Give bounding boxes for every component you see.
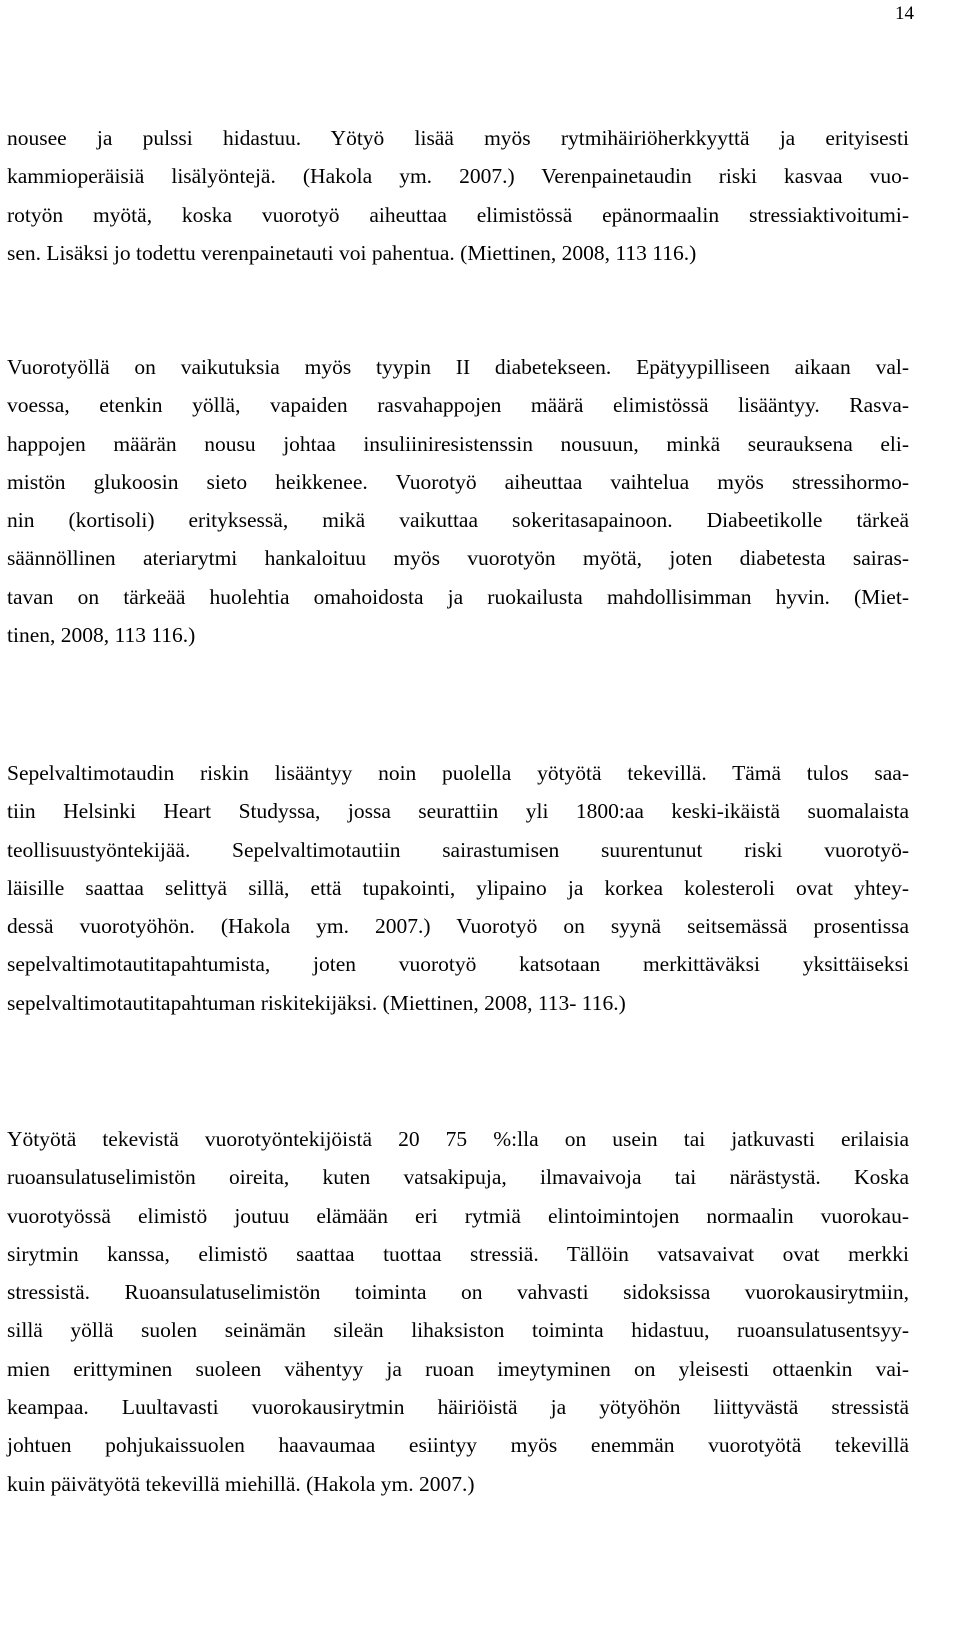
text-line: teollisuustyöntekijää. Sepelvaltimotautiin sairastumisen suurentunut riski vuorotyö- <box>7 837 909 862</box>
paragraph-digestive-symptoms <box>7 1120 909 1503</box>
text-line: Sepelvaltimotaudin riskin lisääntyy noin puolella yötyötä tekevillä. Tämä tulos saa- <box>7 761 909 785</box>
paragraph-blood-pressure <box>7 119 909 272</box>
text-line: mistön glukoosin sieto heikkenee. Vuorotyö aiheuttaa vaihtelua myös stressihormo- <box>7 469 909 494</box>
text-line: nousee ja pulssi hidastuu. Yötyö lisää myös rytmihäiriöherkkyyttä ja erityisesti <box>7 126 909 150</box>
text-line: ruoansulatuselimistön oireita, kuten vatsakipuja, ilmavaivoja tai närästystä. Koska <box>7 1165 909 1190</box>
text-line: stressistä. Ruoansulatuselimistön toiminta on vahvasti sidoksissa vuorokausirytmiin, <box>7 1280 909 1305</box>
text-line: keampaa. Luultavasti vuorokausirytmin häiriöistä ja yötyöhön liittyvästä stressistä <box>7 1395 909 1420</box>
text-line: läisille saattaa selittyä sillä, että tupakointi, ylipaino ja korkea kolesteroli ovat yhtey- <box>7 875 909 900</box>
page-number: 14 <box>895 3 914 24</box>
text-line: rotyön myötä, koska vuorotyö aiheuttaa elimistössä epänormaalin stressiaktivoitumi- <box>7 202 909 227</box>
text-line: sepelvaltimotautitapahtumista, joten vuorotyö katsotaan merkittäväksi yksittäiseksi <box>7 952 909 977</box>
text-line: sirytmin kanssa, elimistö saattaa tuottaa stressiä. Tällöin vatsavaivat ovat merkki <box>7 1241 909 1266</box>
text-line: vuorotyössä elimistö joutuu elämään eri rytmiä elintoimintojen normaalin vuorokau- <box>7 1203 909 1228</box>
text-line: sillä yöllä suolen seinämän sileän lihaksiston toiminta hidastuu, ruoansulatusentsyy- <box>7 1318 909 1343</box>
text-line: voessa, etenkin yöllä, vapaiden rasvahappojen määrä elimistössä lisääntyy. Rasva- <box>7 393 909 418</box>
text-line: tiin Helsinki Heart Studyssa, jossa seurattiin yli 1800:aa keski-ikäistä suomalaista <box>7 799 909 824</box>
text-line: nin (kortisoli) erityksessä, mikä vaikuttaa sokeritasapainoon. Diabeetikolle tärkeä <box>7 508 909 533</box>
paragraph-coronary-disease <box>7 754 909 1022</box>
text-line: kuin päivätyötä tekevillä miehillä. (Hakola ym. 2007.) <box>7 1471 475 1496</box>
text-line: säännöllinen ateriarytmi hankaloituu myös vuorotyön myötä, joten diabetesta sairas- <box>7 546 909 571</box>
text-line: Vuorotyöllä on vaikutuksia myös tyypin II diabetekseen. Epätyypilliseen aikaan val- <box>7 355 909 379</box>
text-line: kammioperäisiä lisälyöntejä. (Hakola ym. 2007.) Verenpainetaudin riski kasvaa vuo- <box>7 164 909 189</box>
text-line: sen. Lisäksi jo todettu verenpainetauti voi pahentua. (Miettinen, 2008, 113 116.) <box>7 240 697 265</box>
text-line: tinen, 2008, 113 116.) <box>7 623 196 648</box>
text-line: dessä vuorotyöhön. (Hakola ym. 2007.) Vuorotyö on syynä seitsemässä prosentissa <box>7 914 909 939</box>
text-line: mien erittyminen suoleen vähentyy ja ruoan imeytyminen on yleisesti ottaenkin vai- <box>7 1356 909 1381</box>
text-line: tavan on tärkeää huolehtia omahoidosta ja ruokailusta mahdollisimman hyvin. (Miet- <box>7 584 909 609</box>
text-line: Yötyötä tekevistä vuorotyöntekijöistä 20 75 %:lla on usein tai jatkuvasti erilaisia <box>7 1127 909 1151</box>
text-line: sepelvaltimotautitapahtuman riskitekijäksi. (Miettinen, 2008, 113- 116.) <box>7 990 626 1015</box>
text-line: johtuen pohjukaissuolen haavaumaa esiintyy myös enemmän vuorotyötä tekevillä <box>7 1433 909 1458</box>
text-line: happojen määrän nousu johtaa insuliiniresistenssin nousuun, minkä seurauksena eli- <box>7 431 909 456</box>
paragraph-diabetes <box>7 348 909 654</box>
